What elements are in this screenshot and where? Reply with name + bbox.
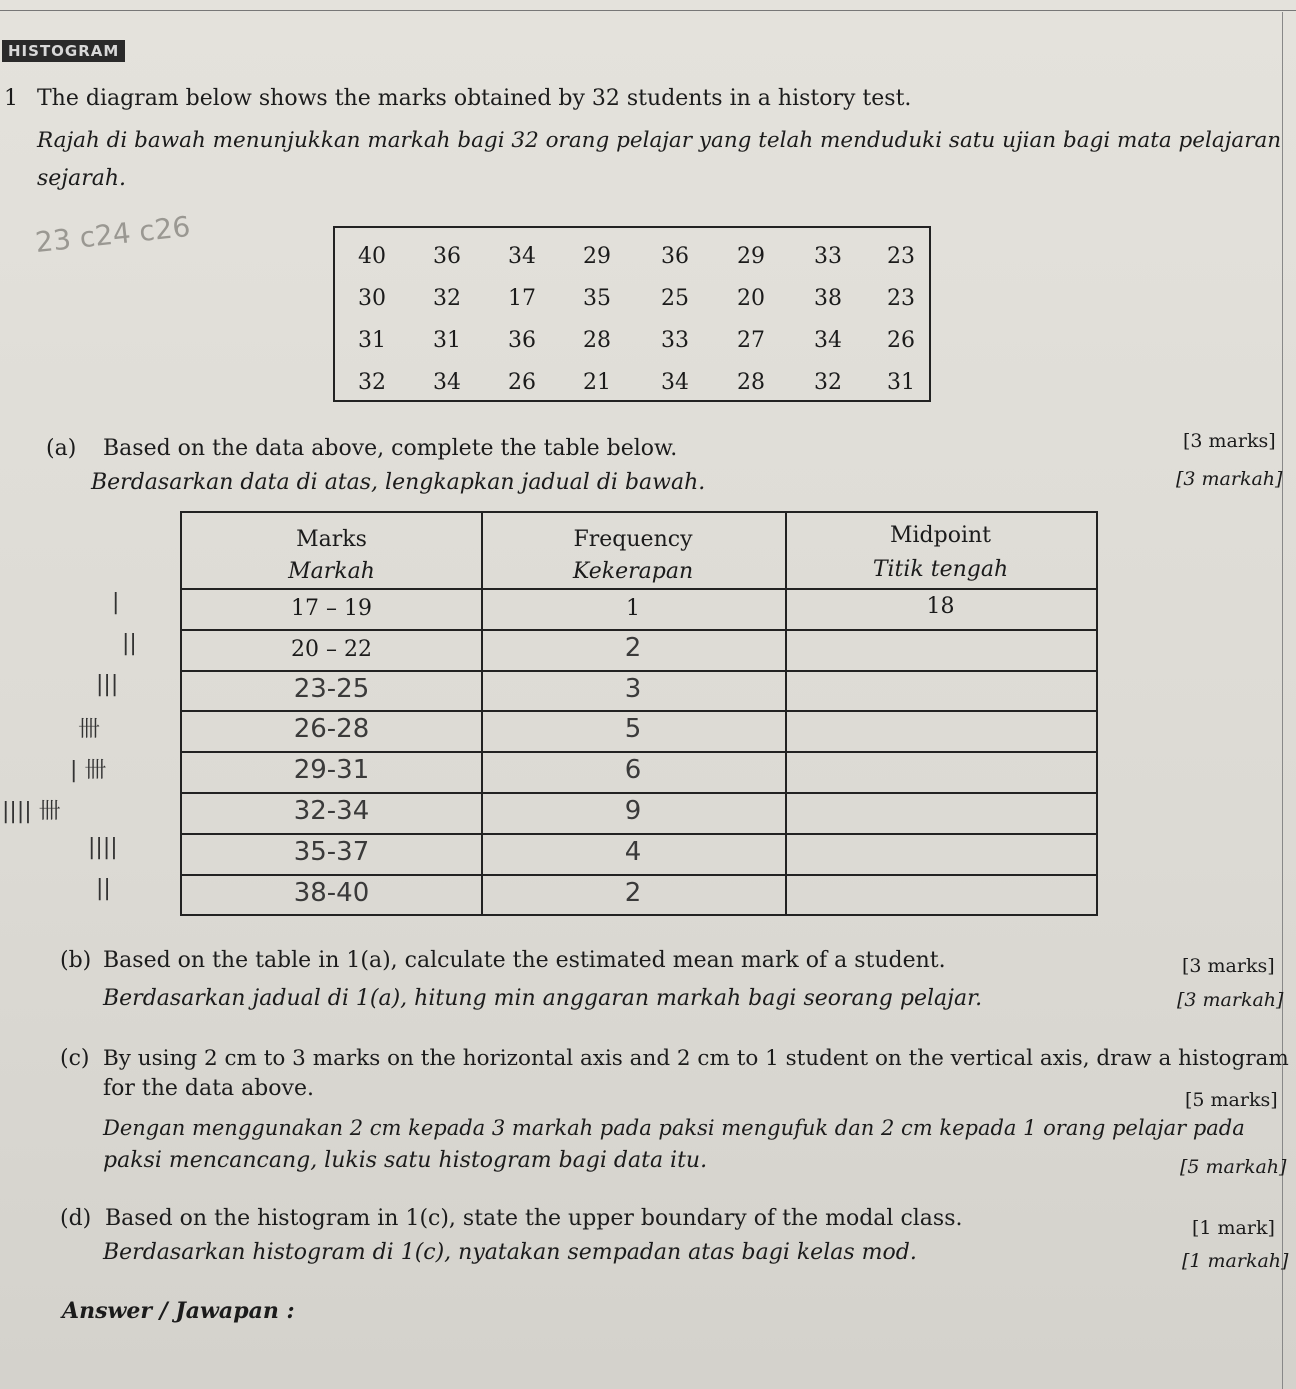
part-d-text-ms: Berdasarkan histogram di 1(c), nyatakan sempadan atas bagi kelas mod. <box>103 1240 917 1265</box>
raw-mark-cell: 29 <box>583 244 611 269</box>
frequency-cell: 2 <box>624 632 642 663</box>
part-c-text-ms-1: Dengan menggunakan 2 cm kepada 3 markah pada paksi mengufuk dan 2 cm kepada 1 orang pelajar pada <box>103 1116 1245 1140</box>
frequency-cell: 4 <box>624 836 642 867</box>
raw-mark-cell: 32 <box>814 370 842 395</box>
raw-mark-cell: 34 <box>661 370 689 395</box>
raw-mark-cell: 17 <box>508 286 536 311</box>
part-a-text-en: Based on the data above, complete the table below. <box>103 436 678 461</box>
part-d-marks-en: [1 mark] <box>1192 1217 1275 1239</box>
tally-mark: |||| <box>88 834 118 860</box>
part-d-marks-ms: [1 markah] <box>1182 1250 1289 1272</box>
frequency-table <box>180 511 1098 916</box>
part-c-marks-en: [5 marks] <box>1185 1089 1278 1111</box>
tally-mark: | <box>112 590 120 615</box>
tally-mark: 卌 <box>78 717 101 743</box>
raw-mark-cell: 36 <box>661 244 689 269</box>
raw-mark-cell: 21 <box>583 370 611 395</box>
raw-mark-cell: 23 <box>887 286 915 311</box>
marks-class-cell: 17 – 19 <box>291 596 372 621</box>
header-marks-en: Marks <box>296 527 367 552</box>
raw-mark-cell: 30 <box>358 286 386 311</box>
part-d-text-en: Based on the histogram in 1(c), state the upper boundary of the modal class. <box>105 1206 963 1231</box>
raw-mark-cell: 36 <box>433 244 461 269</box>
marks-class-cell: 26-28 <box>293 714 370 745</box>
marks-class-cell: 32-34 <box>293 796 370 826</box>
frequency-cell: 3 <box>624 673 642 704</box>
raw-mark-cell: 23 <box>887 244 915 269</box>
frequency-cell: 2 <box>624 877 642 908</box>
raw-mark-cell: 31 <box>433 328 461 353</box>
part-c-marks-ms: [5 markah] <box>1180 1156 1287 1178</box>
raw-mark-cell: 38 <box>814 286 842 311</box>
part-a-marks-ms: [3 markah] <box>1176 468 1283 490</box>
tally-mark: | 卌 <box>70 758 107 784</box>
midpoint-cell[interactable]: 18 <box>926 594 955 619</box>
part-c-text-en-1: By using 2 cm to 3 marks on the horizontal axis and 2 cm to 1 student on the vertical axis, draw a histogram <box>103 1046 1289 1071</box>
frequency-cell: 1 <box>626 596 640 621</box>
part-c-text-en-2: for the data above. <box>103 1076 314 1101</box>
raw-mark-cell: 33 <box>661 328 689 353</box>
question-text-ms-cont: sejarah. <box>37 166 127 191</box>
part-a-label: (a) <box>46 436 77 461</box>
marks-class-cell: 23-25 <box>293 673 370 704</box>
frequency-cell: 5 <box>624 714 642 745</box>
header-frequency-en: Frequency <box>573 527 693 552</box>
raw-mark-cell: 31 <box>887 370 915 395</box>
part-b-label: (b) <box>60 948 92 973</box>
header-midpoint-ms: Titik tengah <box>872 557 1009 582</box>
part-a-marks-en: [3 marks] <box>1183 430 1276 452</box>
part-b-marks-en: [3 marks] <box>1182 955 1275 977</box>
part-b-text-ms: Berdasarkan jadual di 1(a), hitung min anggaran markah bagi seorang pelajar. <box>103 986 983 1011</box>
part-b-marks-ms: [3 markah] <box>1177 989 1284 1011</box>
raw-mark-cell: 34 <box>814 328 842 353</box>
raw-mark-cell: 27 <box>737 328 765 353</box>
raw-mark-cell: 28 <box>583 328 611 353</box>
raw-mark-cell: 34 <box>433 370 461 395</box>
raw-mark-cell: 26 <box>887 328 915 353</box>
part-a-text-ms: Berdasarkan data di atas, lengkapkan jadual di bawah. <box>91 470 706 495</box>
raw-mark-cell: 35 <box>583 286 611 311</box>
part-c-text-ms-2: paksi mencancang, lukis satu histogram bagi data itu. <box>103 1148 708 1173</box>
header-frequency-ms: Kekerapan <box>572 559 694 584</box>
answer-label: Answer / Jawapan : <box>62 1298 295 1324</box>
marks-class-cell: 35-37 <box>293 836 370 867</box>
right-border-line <box>1282 12 1283 1389</box>
raw-mark-cell: 36 <box>508 328 536 353</box>
part-d-label: (d) <box>60 1206 92 1231</box>
tally-mark: || <box>122 630 137 656</box>
raw-mark-cell: 33 <box>814 244 842 269</box>
raw-marks-table <box>333 226 931 402</box>
tally-mark: || <box>96 875 111 901</box>
raw-mark-cell: 25 <box>661 286 689 311</box>
raw-mark-cell: 29 <box>737 244 765 269</box>
tally-mark: |||| 卌 <box>2 799 61 824</box>
header-marks-ms: Markah <box>288 559 375 584</box>
raw-mark-cell: 40 <box>358 244 386 269</box>
raw-mark-cell: 20 <box>737 286 765 311</box>
top-border-line <box>0 10 1296 11</box>
tally-mark: ||| <box>96 671 119 697</box>
header-midpoint-en: Midpoint <box>889 523 992 548</box>
frequency-cell: 6 <box>624 755 642 786</box>
frequency-cell: 9 <box>624 796 642 826</box>
raw-mark-cell: 34 <box>508 244 536 269</box>
marks-class-cell: 38-40 <box>293 877 370 908</box>
marks-class-cell: 20 – 22 <box>291 636 372 662</box>
question-text-en: The diagram below shows the marks obtained by 32 students in a history test. <box>37 86 912 111</box>
pencil-note: 23 c24 c26 <box>33 209 192 260</box>
raw-mark-cell: 26 <box>508 370 536 395</box>
marks-class-cell: 29-31 <box>293 755 370 786</box>
question-text-ms: Rajah di bawah menunjukkan markah bagi 32 orang pelajar yang telah menduduki satu ujian bagi mata pelajaran <box>37 128 1282 153</box>
question-number: 1 <box>4 86 18 111</box>
raw-mark-cell: 28 <box>737 370 765 395</box>
part-b-text-en: Based on the table in 1(a), calculate the estimated mean mark of a student. <box>103 948 946 973</box>
part-c-label: (c) <box>60 1046 90 1071</box>
header-tag: HISTOGRAM <box>2 40 125 62</box>
raw-mark-cell: 32 <box>358 370 386 395</box>
raw-mark-cell: 32 <box>433 286 461 311</box>
raw-mark-cell: 31 <box>358 328 386 353</box>
